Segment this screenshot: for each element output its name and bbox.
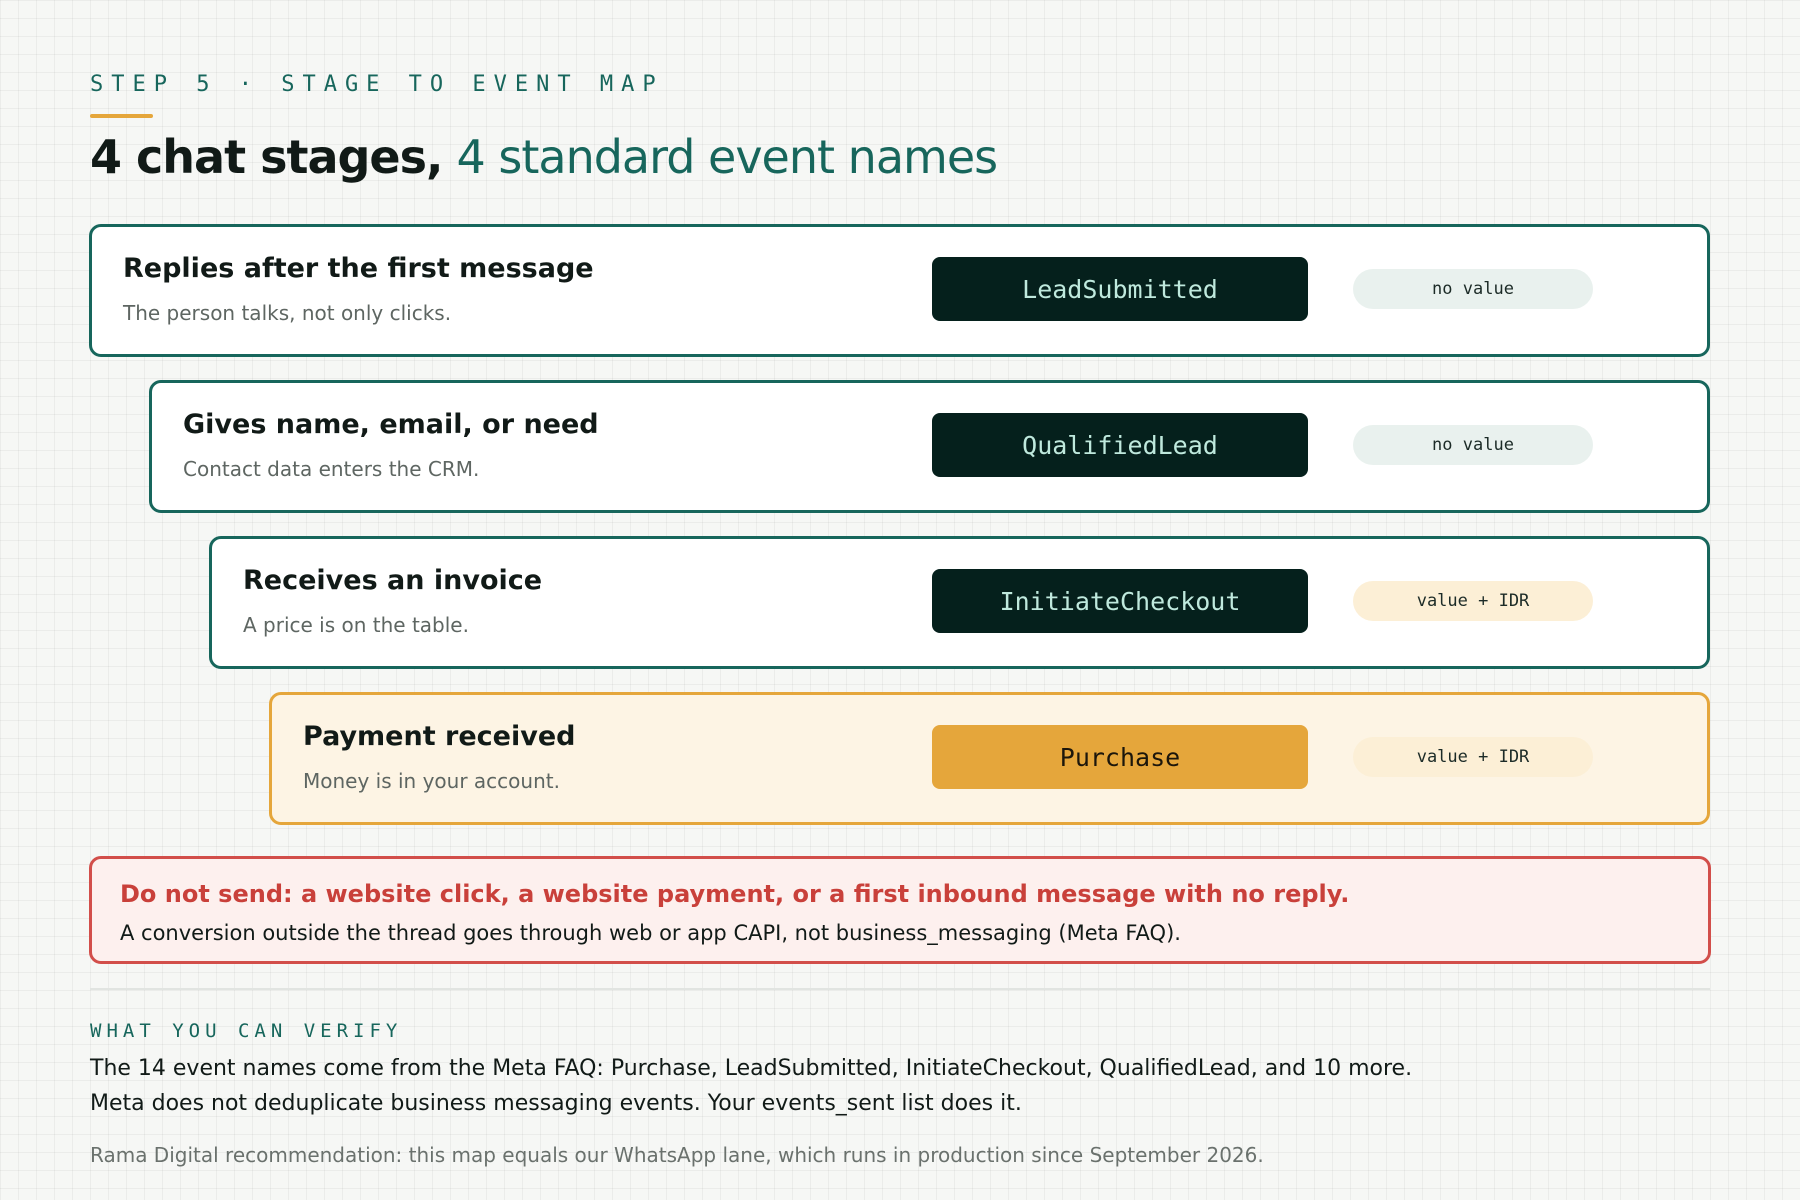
event-name-pill: QualifiedLead [932,413,1308,477]
stage-card-payment [269,692,1710,825]
stage-subtitle: A price is on the table. [243,613,469,637]
page-title [90,130,997,184]
stage-title: Replies after the first message [123,253,594,284]
verify-section-label: WHAT YOU CAN VERIFY [90,1020,403,1042]
warning-title: Do not send: a website click, a website payment, or a first inbound message with no reply. [120,880,1350,908]
stage-card-replies [89,224,1710,357]
event-name-pill: LeadSubmitted [932,257,1308,321]
event-name-pill: Purchase [932,725,1308,789]
value-badge: no value [1353,425,1593,465]
value-badge: no value [1353,269,1593,309]
stage-title: Gives name, email, or need [183,409,599,440]
stage-title: Payment received [303,721,576,752]
value-badge: value + IDR [1353,581,1593,621]
headline-bold: 4 chat stages, [90,130,443,184]
stage-card-gives-contact [149,380,1710,513]
verify-line: The 14 event names come from the Meta FAQ: Purchase, LeadSubmitted, InitiateCheckout, QualifiedLead, and 10 more. [90,1056,1413,1081]
recommendation-footnote: Rama Digital recommendation: this map equals our WhatsApp lane, which runs in production since September 2026. [90,1143,1264,1167]
section-divider [90,988,1710,990]
step-eyebrow: STEP 5 · STAGE TO EVENT MAP [90,72,664,97]
headline-accent: 4 standard event names [456,130,998,184]
stage-card-invoice [209,536,1710,669]
do-not-send-warning [89,856,1711,964]
stage-subtitle: Contact data enters the CRM. [183,457,480,481]
stage-subtitle: The person talks, not only clicks. [123,301,452,325]
warning-body: A conversion outside the thread goes through web or app CAPI, not business_messaging (Meta FAQ). [120,921,1181,945]
stage-title: Receives an invoice [243,565,543,596]
event-name-pill: InitiateCheckout [932,569,1308,633]
value-badge: value + IDR [1353,737,1593,777]
eyebrow-underline [90,114,153,118]
stage-subtitle: Money is in your account. [303,769,560,793]
verify-line: Meta does not deduplicate business messaging events. Your events_sent list does it. [90,1091,1022,1116]
